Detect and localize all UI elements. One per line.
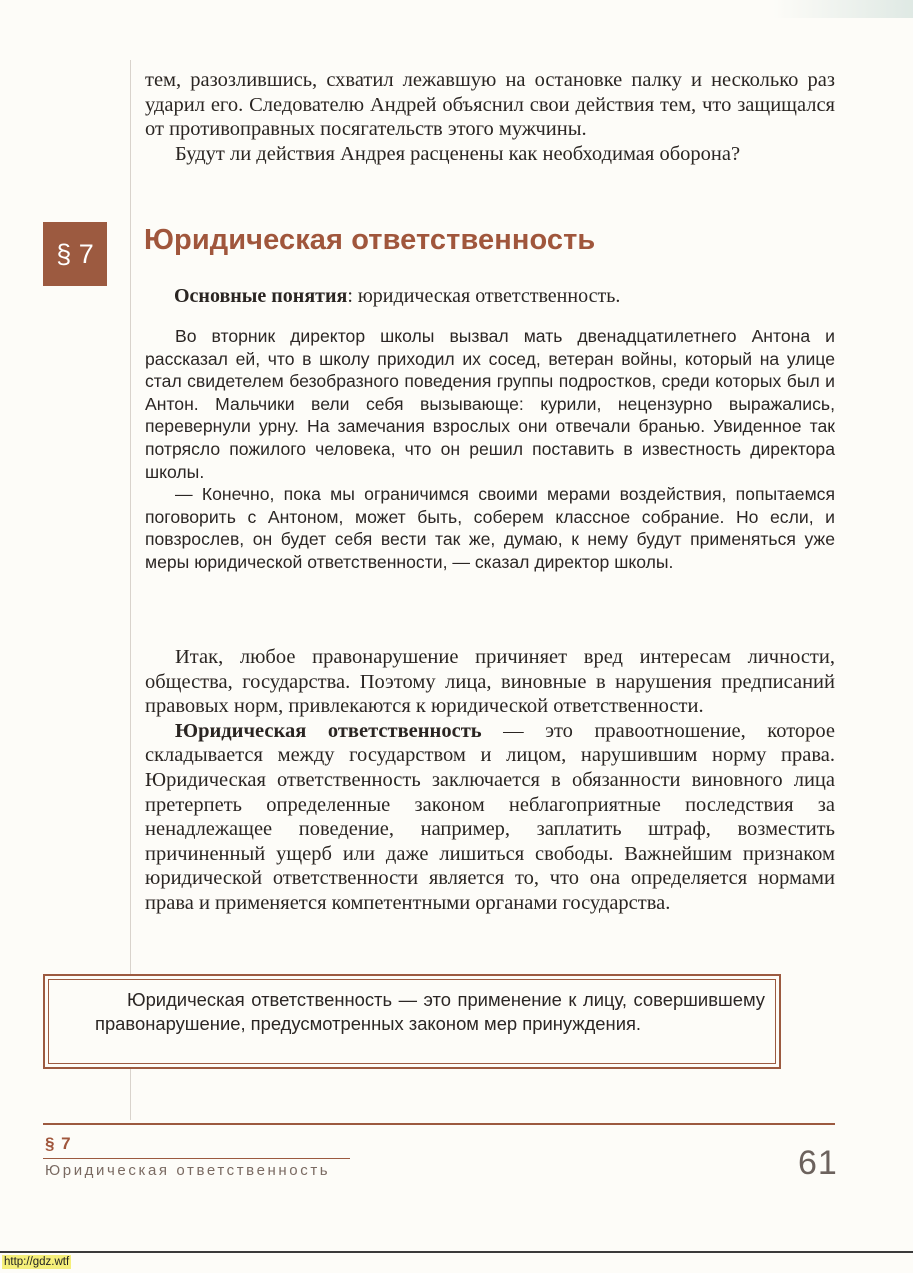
footer-title: Юридическая ответственность (45, 1162, 331, 1179)
main-paragraph-1: Итак, любое правонарушение причиняет вред интересам личности, общества, государства. Поэтому лица, виновные в нарушения предписаний правовых норм, привлекаются к юридической ответственности. (145, 646, 835, 718)
definition-text: Юридическая ответственность — это применение к лицу, совершившему правонарушение, предусмотренных законом мер принуждения. (95, 989, 765, 1034)
main-text (145, 645, 835, 916)
top-text (145, 68, 835, 166)
bottom-bar (0, 1251, 913, 1273)
footer-sub-rule (43, 1158, 350, 1159)
term-definition: — это правоотношение, которое складывается между государством и лицом, нарушившим норму права. Юридическая ответственность заключается в обязанности виновного лица претерпеть определенные законом неблагоприятные последствия за ненадлежащее поведение, например, заплатить штраф, возместить причиненный ущерб или даже лишиться свободы. Важнейшим признаком юридической ответственности является то, что она определяется нормами права и применяется компетентными органами государства. (145, 719, 835, 914)
top-paragraph-2: Будут ли действия Андрея расценены как необходимая оборона? (175, 142, 741, 165)
section-badge: § 7 (43, 222, 107, 286)
key-concepts-value: : юридическая ответственность. (347, 285, 621, 307)
section-title: Юридическая ответственность (144, 224, 596, 256)
definition-box (43, 974, 781, 1069)
story-text (145, 325, 835, 574)
key-concepts (174, 283, 620, 309)
margin-rule (130, 60, 131, 1120)
page-number: 61 (798, 1144, 838, 1182)
footer-rule (43, 1123, 835, 1125)
term-bold: Юридическая ответственность (175, 719, 482, 742)
top-paragraph-1: тем, разозлившись, схватил лежавшую на остановке палку и несколько раз ударил его. Следователю Андрей объяснил свои действия тем, что защищался от противоправных посягательств этого мужчины. (145, 69, 835, 141)
watermark-link[interactable]: http://gdz.wtf (4, 1256, 70, 1268)
top-edge-tint (773, 0, 913, 18)
story-paragraph-1: Во вторник директор школы вызвал мать двенадцатилетнего Антона и рассказал ей, что в школу приходил их сосед, ветеран войны, который на улице стал свидетелем безобразного поведения группы подростков, среди которых был и Антон. Мальчики вели себя вызывающе: курили, нецензурно выражались, перевернули урну. На замечания взрослых они отвечали бранью. Увиденное так потрясло пожилого человека, что он решил поставить в известность директора школы. (145, 326, 835, 482)
footer-section: § 7 (45, 1134, 72, 1153)
main-paragraph-2 (145, 719, 835, 916)
story-paragraph-2: — Конечно, пока мы ограничимся своими мерами воздействия, попытаемся поговорить с Антоном, может быть, соберем классное собрание. Но если, и повзрослев, он будет себя вести так же, думаю, к нему будут применяться уже меры юридической ответственности, — сказал директор школы. (145, 484, 835, 572)
key-concepts-label: Основные понятия (174, 285, 348, 307)
